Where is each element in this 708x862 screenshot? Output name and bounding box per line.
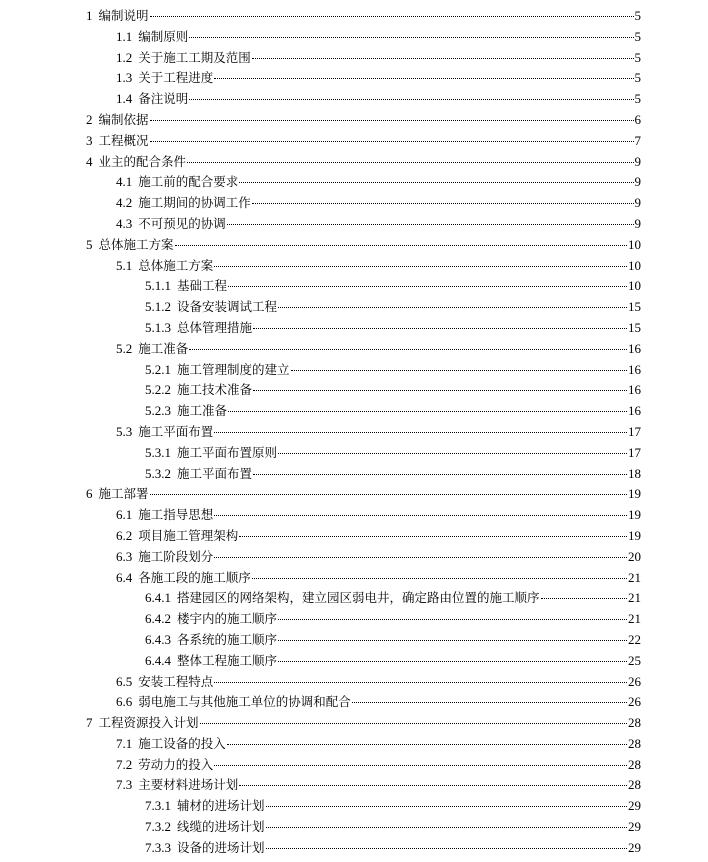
toc-entry[interactable] [86, 484, 641, 505]
dot-leader [266, 827, 627, 828]
toc-entry-title: 施工技术准备 [177, 382, 253, 398]
toc-entry-title: 施工准备 [138, 340, 189, 356]
toc-entry-number: 6.5 [116, 673, 133, 689]
dot-leader [214, 557, 627, 558]
dot-leader [150, 494, 627, 495]
toc-entry-number: 5.3.1 [145, 444, 171, 460]
toc-entry-number: 7 [86, 715, 93, 731]
toc-entry[interactable] [86, 360, 641, 381]
toc-entry-number: 6 [86, 486, 93, 502]
toc-entry-number: 6.2 [116, 527, 133, 543]
toc-entry-number: 6.4.1 [145, 590, 171, 606]
toc-entry-title: 关于工程进度 [138, 70, 214, 86]
toc-entry-page: 16 [628, 382, 641, 398]
toc-entry[interactable] [86, 713, 641, 734]
dot-leader [278, 453, 627, 454]
dot-leader [228, 286, 627, 287]
toc-entry-number: 5.3 [116, 423, 133, 439]
toc-entry-number: 5.3.2 [145, 465, 171, 481]
toc-entry[interactable] [86, 6, 641, 27]
toc-entry-title: 施工平面布置 [138, 423, 214, 439]
dot-leader [227, 744, 627, 745]
toc-entry-number: 7.3 [116, 777, 133, 793]
toc-entry-title: 设备安装调试工程 [177, 299, 278, 315]
toc-entry-page: 15 [628, 319, 641, 335]
toc-entry-title: 施工指导思想 [138, 507, 214, 523]
toc-entry-page: 19 [628, 486, 641, 502]
toc-entry-page: 17 [628, 444, 641, 460]
toc-entry[interactable] [86, 464, 641, 485]
dot-leader [291, 370, 627, 371]
dot-leader [266, 806, 627, 807]
dot-leader [278, 307, 627, 308]
toc-entry[interactable] [86, 193, 641, 214]
toc-entry-title: 弱电施工与其他施工单位的协调和配合 [138, 694, 351, 710]
toc-entry-page: 5 [634, 70, 641, 86]
toc-entry-number: 6.6 [116, 694, 133, 710]
dot-leader [214, 515, 627, 516]
toc-entry[interactable] [86, 68, 641, 89]
toc-entry[interactable] [86, 422, 641, 443]
toc-entry-page: 21 [628, 611, 641, 627]
dot-leader [253, 390, 627, 391]
toc-entry-title: 基础工程 [177, 278, 228, 294]
toc-entry-title: 总体管理措施 [177, 319, 253, 335]
toc-entry[interactable] [86, 276, 641, 297]
toc-entry[interactable] [86, 443, 641, 464]
dot-leader [278, 661, 627, 662]
toc-entry-title: 楼宇内的施工顺序 [177, 611, 278, 627]
toc-entry[interactable] [86, 256, 641, 277]
toc-entry-title: 备注说明 [138, 91, 189, 107]
toc-entry[interactable] [86, 568, 641, 589]
dot-leader [189, 99, 633, 100]
dot-leader [200, 723, 627, 724]
toc-entry-title: 施工平面布置 [177, 465, 253, 481]
toc-entry[interactable] [86, 692, 641, 713]
dot-leader [214, 266, 627, 267]
toc-entry[interactable] [86, 401, 641, 422]
toc-entry-title: 项目施工管理架构 [138, 527, 239, 543]
toc-entry-number: 3 [86, 132, 93, 148]
toc-entry-page: 5 [634, 28, 641, 44]
toc-entry-page: 21 [628, 590, 641, 606]
toc-entry-title: 劳动力的投入 [138, 756, 214, 772]
toc-entry-title: 编制原则 [138, 28, 189, 44]
toc-entry-number: 4 [86, 153, 93, 169]
dot-leader [214, 682, 627, 683]
toc-entry-title: 总体施工方案 [98, 236, 174, 252]
toc-entry-number: 5.1.2 [145, 299, 171, 315]
toc-entry-number: 4.3 [116, 215, 133, 231]
toc-entry-page: 18 [628, 465, 641, 481]
toc-entry[interactable] [86, 526, 641, 547]
dot-leader [252, 58, 634, 59]
toc-entry-number: 4.1 [116, 174, 133, 190]
toc-entry[interactable] [86, 505, 641, 526]
toc-entry[interactable] [86, 339, 641, 360]
toc-entry[interactable] [86, 172, 641, 193]
dot-leader [227, 224, 634, 225]
toc-entry[interactable] [86, 609, 641, 630]
toc-entry[interactable] [86, 651, 641, 672]
toc-entry-number: 2 [86, 111, 93, 127]
toc-entry-page: 20 [628, 548, 641, 564]
dot-leader [175, 245, 627, 246]
toc-entry-number: 5.2.3 [145, 403, 171, 419]
toc-entry-title: 主要材料进场计划 [138, 777, 239, 793]
dot-leader [252, 578, 627, 579]
dot-leader [187, 162, 633, 163]
dot-leader [189, 349, 627, 350]
toc-entry-number: 1.1 [116, 28, 133, 44]
toc-entry[interactable] [86, 380, 641, 401]
toc-entry-page: 29 [628, 819, 641, 835]
toc-entry-page: 5 [634, 8, 641, 23]
toc-entry-page: 9 [634, 195, 641, 211]
toc-entry-title: 工程概况 [98, 132, 149, 148]
toc-entry-page: 15 [628, 299, 641, 315]
table-of-contents [86, 6, 641, 859]
toc-entry[interactable] [86, 588, 641, 609]
toc-entry-title: 搭建园区的网络架构，建立园区弱电井，确定路由位置的施工顺序 [177, 590, 540, 606]
dot-leader [150, 16, 634, 17]
toc-entry-title: 线缆的进场计划 [177, 819, 265, 835]
toc-entry-page: 28 [628, 715, 641, 731]
toc-entry-title: 施工部署 [98, 486, 149, 502]
toc-entry-title: 业主的配合条件 [98, 153, 187, 169]
toc-entry-number: 1.3 [116, 70, 133, 86]
toc-entry-number: 1 [86, 8, 93, 23]
dot-leader [541, 598, 627, 599]
dot-leader [150, 120, 634, 121]
toc-entry[interactable] [86, 27, 641, 48]
toc-entry-title: 施工准备 [177, 403, 228, 419]
toc-entry[interactable] [86, 235, 641, 256]
toc-entry-number: 5.1 [116, 257, 133, 273]
toc-entry-number: 1.2 [116, 49, 133, 65]
toc-entry[interactable] [86, 672, 641, 693]
toc-entry-number: 6.4.2 [145, 611, 171, 627]
toc-entry-page: 16 [628, 403, 641, 419]
toc-entry[interactable] [86, 755, 641, 776]
toc-entry-title: 工程资源投入计划 [98, 715, 199, 731]
dot-leader [252, 203, 634, 204]
dot-leader [214, 765, 627, 766]
toc-entry-number: 1.4 [116, 91, 133, 107]
toc-entry-title: 设备的进场计划 [177, 839, 265, 855]
toc-entry[interactable] [86, 89, 641, 110]
toc-entry[interactable] [86, 796, 641, 817]
dot-leader [150, 141, 634, 142]
toc-entry-number: 7.3.3 [145, 839, 171, 855]
toc-entry-page: 16 [628, 361, 641, 377]
toc-entry-title: 施工平面布置原则 [177, 444, 278, 460]
toc-entry-page: 16 [628, 340, 641, 356]
toc-entry-page: 26 [628, 694, 641, 710]
toc-entry-title: 编制依据 [98, 111, 149, 127]
toc-entry[interactable] [86, 110, 641, 131]
toc-entry-page: 29 [628, 839, 641, 855]
toc-entry[interactable] [86, 547, 641, 568]
toc-entry-title: 不可预见的协调 [138, 215, 226, 231]
toc-entry-number: 6.4.4 [145, 652, 171, 668]
toc-entry-title: 整体工程施工顺序 [177, 652, 278, 668]
toc-entry[interactable] [86, 630, 641, 651]
toc-entry-number: 5.2 [116, 340, 133, 356]
dot-leader [239, 182, 633, 183]
toc-entry-page: 5 [634, 49, 641, 65]
toc-entry-title: 施工设备的投入 [138, 735, 226, 751]
toc-entry-page: 6 [634, 111, 641, 127]
toc-entry-number: 5.2.1 [145, 361, 171, 377]
toc-entry-number: 6.4 [116, 569, 133, 585]
toc-entry-title: 编制说明 [98, 8, 149, 23]
toc-entry-title: 施工前的配合要求 [138, 174, 239, 190]
dot-leader [278, 619, 627, 620]
dot-leader [266, 848, 627, 849]
toc-entry-page: 10 [628, 278, 641, 294]
toc-entry-title: 施工阶段划分 [138, 548, 214, 564]
toc-entry-title: 施工期间的协调工作 [138, 195, 251, 211]
toc-entry-number: 7.3.1 [145, 798, 171, 814]
toc-entry-number: 6.3 [116, 548, 133, 564]
toc-entry-page: 17 [628, 423, 641, 439]
toc-entry[interactable] [86, 297, 641, 318]
toc-entry-title: 总体施工方案 [138, 257, 214, 273]
dot-leader [228, 411, 627, 412]
dot-leader [239, 785, 627, 786]
dot-leader [278, 640, 627, 641]
toc-entry[interactable] [86, 734, 641, 755]
toc-entry-number: 5.1.1 [145, 278, 171, 294]
toc-entry-page: 28 [628, 735, 641, 751]
dot-leader [253, 474, 627, 475]
toc-entry-page: 9 [634, 174, 641, 190]
toc-entry-number: 7.3.2 [145, 819, 171, 835]
dot-leader [352, 702, 627, 703]
toc-entry[interactable] [86, 817, 641, 838]
toc-entry-number: 5.2.2 [145, 382, 171, 398]
dot-leader [239, 536, 627, 537]
dot-leader [214, 78, 633, 79]
toc-entry-number: 7.2 [116, 756, 133, 772]
toc-entry-title: 各系统的施工顺序 [177, 631, 278, 647]
toc-entry[interactable] [86, 131, 641, 152]
toc-entry-page: 7 [634, 132, 641, 148]
toc-entry-title: 各施工段的施工顺序 [138, 569, 251, 585]
toc-entry[interactable] [86, 318, 641, 339]
dot-leader [253, 328, 627, 329]
toc-entry-page: 28 [628, 777, 641, 793]
toc-entry[interactable] [86, 48, 641, 69]
toc-entry-number: 5 [86, 236, 93, 252]
toc-entry-title: 施工管理制度的建立 [177, 361, 290, 377]
toc-entry-page: 19 [628, 527, 641, 543]
toc-entry-page: 10 [628, 257, 641, 273]
toc-entry-number: 6.4.3 [145, 631, 171, 647]
toc-entry[interactable] [86, 838, 641, 859]
toc-entry-title: 安装工程特点 [138, 673, 214, 689]
dot-leader [214, 432, 627, 433]
toc-entry-number: 5.1.3 [145, 319, 171, 335]
toc-entry[interactable] [86, 775, 641, 796]
toc-entry-title: 关于施工工期及范围 [138, 49, 251, 65]
toc-entry-page: 22 [628, 631, 641, 647]
toc-entry-page: 5 [634, 91, 641, 107]
toc-entry-page: 21 [628, 569, 641, 585]
toc-entry-page: 9 [634, 215, 641, 231]
toc-entry-page: 9 [634, 153, 641, 169]
toc-entry-page: 26 [628, 673, 641, 689]
toc-entry-page: 28 [628, 756, 641, 772]
toc-entry-page: 29 [628, 798, 641, 814]
toc-entry-number: 4.2 [116, 195, 133, 211]
toc-entry[interactable] [86, 214, 641, 235]
toc-entry-page: 25 [628, 652, 641, 668]
toc-entry-number: 7.1 [116, 735, 133, 751]
toc-entry-number: 6.1 [116, 507, 133, 523]
toc-entry-page: 10 [628, 236, 641, 252]
toc-entry-page: 19 [628, 507, 641, 523]
dot-leader [189, 37, 633, 38]
toc-entry[interactable] [86, 152, 641, 173]
toc-entry-title: 辅材的进场计划 [177, 798, 265, 814]
